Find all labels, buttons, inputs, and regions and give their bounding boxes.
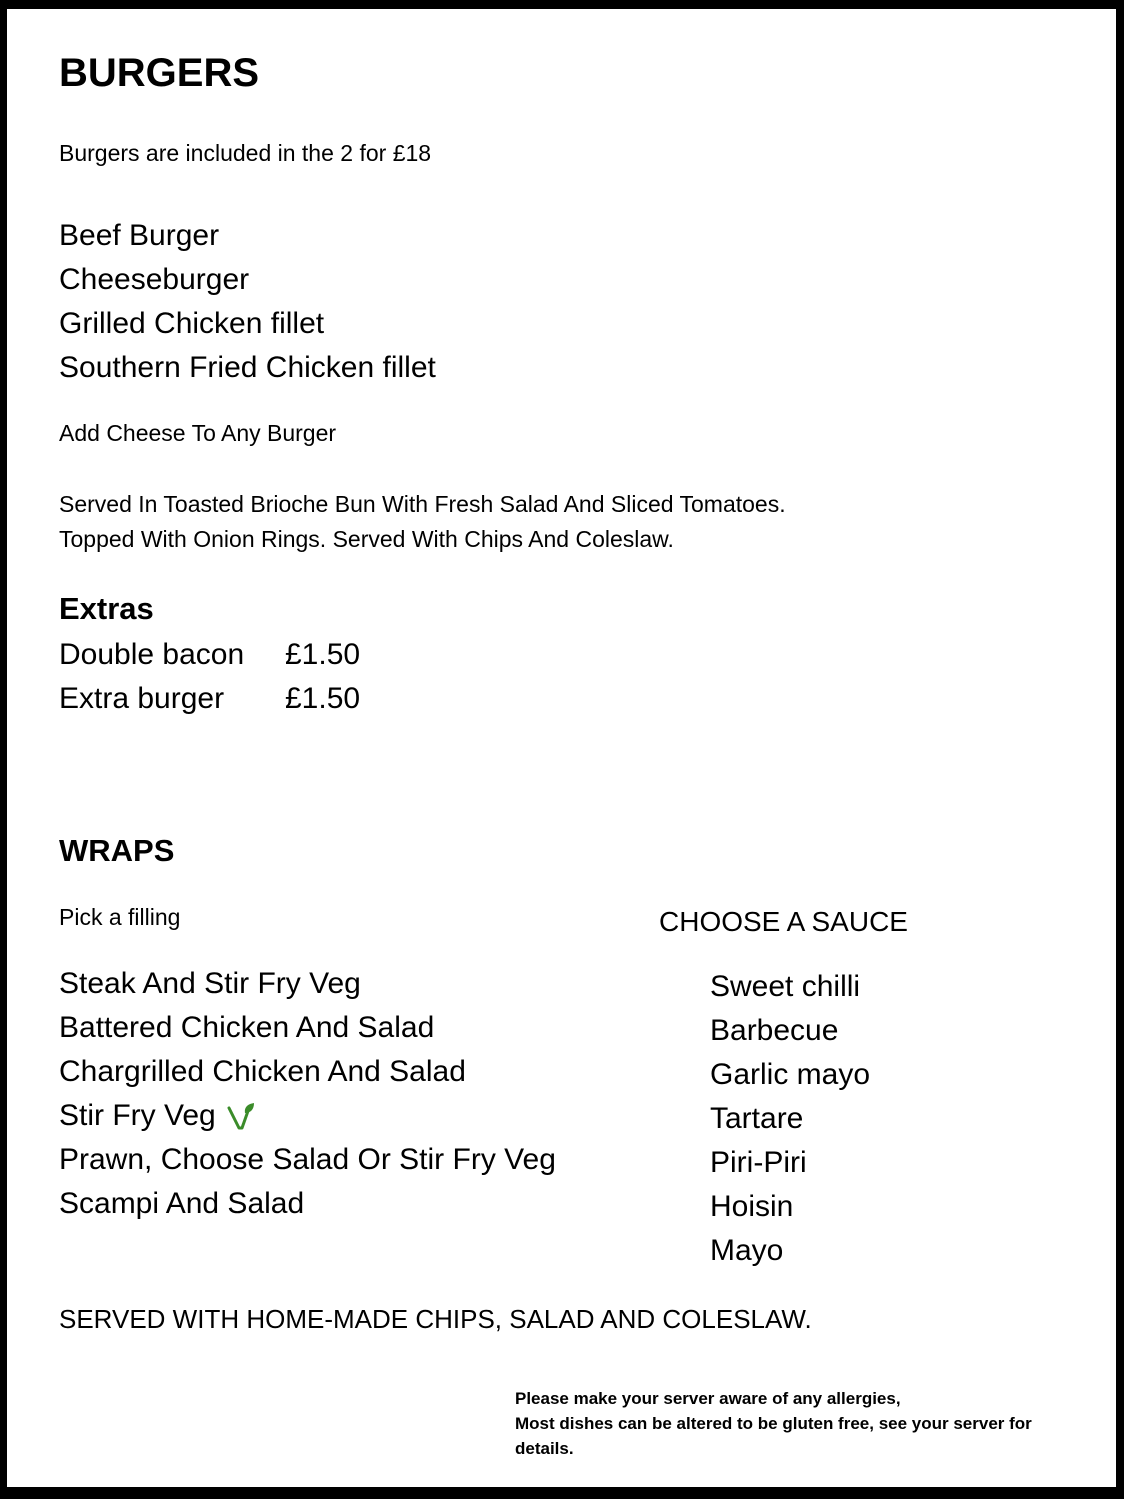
choose-sauce-label: CHOOSE A SAUCE	[659, 906, 908, 937]
vegan-leaf-icon	[226, 1101, 256, 1131]
sauce-item: Mayo	[710, 1234, 784, 1267]
menu-page	[7, 9, 1116, 1487]
sauce-item: Tartare	[710, 1102, 804, 1135]
sauce-item: Piri-Piri	[710, 1146, 807, 1179]
wrap-filling-item	[59, 1094, 556, 1138]
burger-item: Grilled Chicken fillet	[59, 307, 325, 340]
served-with-note: SERVED WITH HOME-MADE CHIPS, SALAD AND COLESLAW.	[59, 1304, 812, 1334]
burger-item: Cheeseburger	[59, 263, 250, 296]
sauce-item: Garlic mayo	[710, 1058, 871, 1091]
allergy-note-line: details.	[515, 1439, 574, 1458]
extra-name: Extra burger	[59, 682, 225, 715]
extra-price: £1.50	[285, 638, 361, 671]
sauce-list	[710, 965, 870, 1273]
extra-name: Double bacon	[59, 638, 245, 671]
allergy-note-line: Most dishes can be altered to be gluten free, see your server for	[515, 1414, 1032, 1433]
extras-row	[59, 677, 360, 721]
allergy-note-line: Please make your server aware of any allergies,	[515, 1389, 901, 1408]
extras-heading: Extras	[59, 591, 154, 626]
burger-description-line: Served In Toasted Brioche Bun With Fresh Salad And Sliced Tomatoes.	[59, 491, 786, 517]
wrap-filling-item: Battered Chicken And Salad	[59, 1011, 435, 1044]
burger-description-line: Topped With Onion Rings. Served With Chips And Coleslaw.	[59, 526, 674, 552]
burgers-heading: BURGERS	[59, 51, 260, 95]
extras-row	[59, 633, 360, 677]
burger-item: Beef Burger	[59, 219, 220, 252]
extra-price: £1.50	[285, 682, 361, 715]
add-cheese-note: Add Cheese To Any Burger	[59, 420, 337, 446]
wrap-filling-item: Scampi And Salad	[59, 1187, 305, 1220]
wrap-filling-item: Prawn, Choose Salad Or Stir Fry Veg	[59, 1143, 556, 1176]
burger-description	[59, 487, 786, 557]
wrap-filling-item: Steak And Stir Fry Veg	[59, 967, 361, 1000]
wrap-filling-name: Stir Fry Veg	[59, 1099, 216, 1132]
burger-list	[59, 214, 436, 390]
pick-filling-label: Pick a filling	[59, 904, 181, 930]
wrap-filling-item: Chargrilled Chicken And Salad	[59, 1055, 466, 1088]
extras-list	[59, 633, 360, 721]
sauce-item: Sweet chilli	[710, 970, 861, 1003]
wrap-fillings-list	[59, 962, 556, 1226]
sauce-item: Hoisin	[710, 1190, 794, 1223]
allergy-note	[515, 1386, 1032, 1461]
sauce-item: Barbecue	[710, 1014, 839, 1047]
burgers-subtitle: Burgers are included in the 2 for £18	[59, 140, 432, 166]
wraps-heading: WRAPS	[59, 833, 175, 868]
burger-item: Southern Fried Chicken fillet	[59, 351, 436, 384]
